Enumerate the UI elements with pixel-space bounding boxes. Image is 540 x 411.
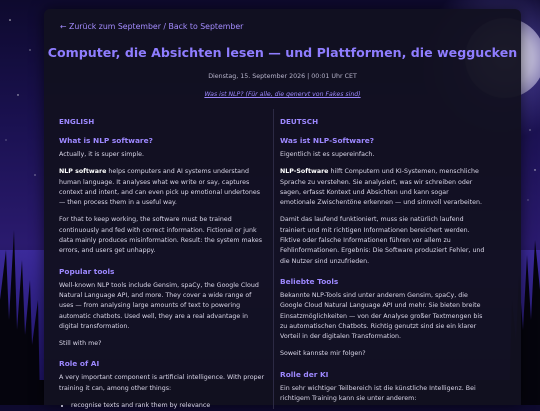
german-paragraph-training: Damit das laufend funktioniert, muss sie natürlich laufend trainiert und mit richtigen Informationen bereichert werden. Fiktive oder falsche Informationen führen vor allem zu Fehlinformationen. Ergebnis: Die Software produziert Fehler, und die Nutzer sind unzufrieden. — [280, 216, 485, 265]
german-paragraph-intro: Eigentlich ist es supereinfach. — [280, 151, 375, 158]
german-term-bold: NLP-Software — [280, 168, 329, 176]
german-heading-beliebte-tools: Beliebte Tools — [280, 276, 339, 286]
back-to-september-link[interactable]: ← Zurück zum September / Back to September — [60, 22, 244, 31]
english-ai-capabilities-list — [59, 401, 265, 411]
column-divider — [273, 109, 274, 409]
german-heading-was-ist-nlp: Was ist NLP-Software? — [280, 136, 375, 145]
german-paragraph-folgen: Soweit kannste mir folgen? — [280, 350, 366, 358]
english-language-label: ENGLISH — [59, 117, 95, 126]
english-term-bold: NLP software — [59, 168, 107, 176]
english-paragraph-definition — [59, 167, 265, 208]
list-item: • recognise texts and rank them by relevance — [71, 401, 265, 411]
german-definition-text: hilft Computern und KI-Systemen, menschliche Sprache zu verstehen. Sie analysiert, was wir schreiben oder sagen, erfasst Kontext und Absichten und kann sogar emotionale Zwischentöne erkennen — und sinnvoll verarbeiten. — [280, 168, 482, 207]
german-paragraph-ki: Ein sehr wichtiger Teilbereich ist die künstliche Intelligenz. Bei richtigem Training kann sie unter anderem: — [280, 384, 476, 403]
german-column — [280, 109, 486, 411]
german-language-label: DEUTSCH — [280, 117, 319, 126]
nlp-explainer-link[interactable]: Was ist NLP? (Für alle, die genervt von Fakes sind) — [204, 91, 361, 98]
article-panel — [44, 9, 521, 410]
english-heading-popular-tools: Popular tools — [59, 266, 115, 276]
english-paragraph-tools: Well-known NLP tools include Gensim, spaCy, the Google Cloud Natural Language API, and more. They cover a wide range of uses — from analysing large amounts of text to powering automatic chatbots. Used well, they are a real advantage in digital transformation. — [59, 281, 259, 330]
english-heading-what-is-nlp: What is NLP software? — [59, 136, 153, 145]
dateline: Dienstag, 15. September 2026 | 00:01 Uhr CET — [208, 73, 357, 80]
english-paragraph-still-with-me: Still with me? — [59, 340, 102, 348]
english-column — [59, 109, 265, 411]
english-heading-role-of-ai: Role of AI — [59, 359, 100, 369]
german-paragraph-definition — [280, 167, 486, 208]
german-paragraph-tools: Bekannte NLP-Tools sind unter anderem Gensim, spaCy, die Google Cloud Natural Language API und mehr. Sie bieten breite Einsatzmöglichkeiten — von der Analyse großer Textmengen bis zu automatischen Chatbots. Richtig genutzt sind sie ein klarer Vorteil in der digitalen Transformation. — [280, 291, 483, 341]
english-definition-text: helps computers and AI systems understand human language. It analyses what we write or say, captures context and intent, and can even pick up emotional undertones — then process them in a useful way. — [59, 168, 261, 207]
english-paragraph-training: For that to keep working, the software must be trained continuously and fed with correct information. Fictional or junk data mainly produces misinformation. Result: the system makes errors, and users get unhappy. — [59, 216, 263, 255]
english-paragraph-intro: Actually, it is super simple. — [59, 151, 144, 158]
german-heading-rolle-der-ki: Rolle der KI — [280, 369, 329, 379]
english-paragraph-ai: A very important component is artificial intelligence. With proper training it can, among other things: — [59, 374, 265, 392]
page-title: Computer, die Absichten lesen — und Plattformen, die weggucken — [47, 45, 518, 60]
